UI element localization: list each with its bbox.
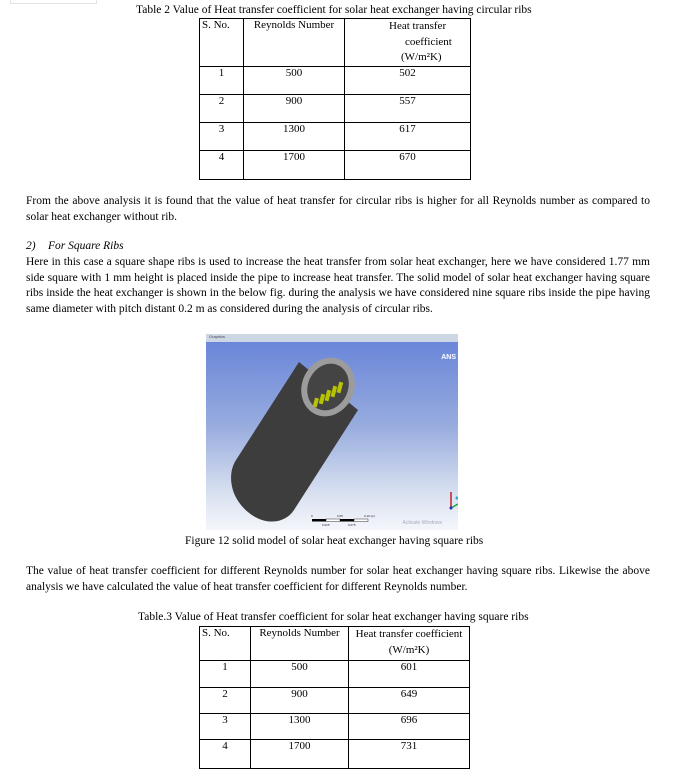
graphics-window-title: Graphics xyxy=(209,334,226,339)
table2 xyxy=(199,18,471,180)
table3-cell-reynolds: 1700 xyxy=(251,740,349,769)
table2-header-reynolds: Reynolds Number xyxy=(244,19,345,67)
paragraph-circular-ribs-conclusion: From the above analysis it is found that the value of heat transfer for circular ribs is higher for all Reynolds number as compared to solar heat exchanger without rib. xyxy=(26,195,650,223)
section-heading xyxy=(26,240,124,252)
graphics-window-titlebar xyxy=(206,334,458,342)
table3-cell-sno: 4 xyxy=(200,740,251,769)
table-row xyxy=(200,151,471,180)
scale-label: 0.075 xyxy=(348,523,356,527)
table2-cell-sno: 3 xyxy=(200,123,244,151)
table2-cell-htc: 502 xyxy=(345,67,471,95)
table3-cell-reynolds: 1300 xyxy=(251,714,349,740)
table2-cell-reynolds: 1700 xyxy=(244,151,345,180)
section-number: 2) xyxy=(26,240,36,252)
table2-header-row xyxy=(200,19,471,67)
table-row xyxy=(200,740,470,769)
table3-header-htc-unit: (W/m²K) xyxy=(388,643,430,656)
table2-cell-reynolds: 1300 xyxy=(244,123,345,151)
table3-cell-sno: 3 xyxy=(200,714,251,740)
section-body: Here in this case a square shape ribs is used to increase the heat transfer from solar heat exchanger, here we have considered 1.77 mm side square with 1 mm height is placed inside the pipe to increase heat transfer. The solid model of solar heat exchanger having square ribs inside the heat exchanger is shown in the below fig. during the analysis we have considered nine square ribs inside the pipe having same diameter with pitch distant 0.2 m as considered during the analysis of circular ribs. xyxy=(26,256,650,315)
table3-header-reynolds: Reynolds Number xyxy=(251,627,349,661)
table3-header-sno: S. No. xyxy=(200,627,251,661)
table2-header-htc xyxy=(345,19,471,67)
page-edge-fragment xyxy=(10,0,97,4)
table2-header-htc-unit: (W/m²K) xyxy=(401,51,442,63)
table2-cell-htc: 617 xyxy=(345,123,471,151)
table2-header-htc-line1: Heat transfer xyxy=(389,20,447,32)
table2-caption: Table 2 Value of Heat transfer coefficient for solar heat exchanger having circular ribs xyxy=(136,4,532,16)
table-row xyxy=(200,123,471,151)
figure-12-caption: Figure 12 solid model of solar heat exchanger having square ribs xyxy=(185,535,484,547)
table-row xyxy=(200,661,470,688)
table2-cell-reynolds: 900 xyxy=(244,95,345,123)
ansys-logo: ANS xyxy=(441,354,456,361)
table3-caption: Table.3 Value of Heat transfer coefficient for solar heat exchanger having square ribs xyxy=(138,611,529,623)
figure-12-image xyxy=(206,334,458,530)
table3-header-htc xyxy=(349,627,470,661)
table3-cell-reynolds: 500 xyxy=(251,661,349,688)
table-row xyxy=(200,714,470,740)
paragraph-square-ribs-intro: The value of heat transfer coefficient for different Reynolds number for solar heat exchanger having square ribs. Likewise the above analysis we have calculated the value of heat transfer coefficient for different Reynolds number. xyxy=(26,565,650,593)
table3-cell-htc: 731 xyxy=(349,740,470,769)
table3-cell-htc: 696 xyxy=(349,714,470,740)
table3 xyxy=(199,626,470,769)
graphics-viewport xyxy=(206,342,458,530)
scale-label: 0.025 xyxy=(322,523,330,527)
table3-cell-htc: 649 xyxy=(349,688,470,714)
table-row xyxy=(200,688,470,714)
table2-cell-htc: 557 xyxy=(345,95,471,123)
axis-triad-icon xyxy=(450,492,459,510)
scale-label: 0.05 xyxy=(337,514,343,518)
table2-cell-htc: 670 xyxy=(345,151,471,180)
activate-windows-watermark: Activate Windows xyxy=(402,520,442,526)
table3-cell-reynolds: 900 xyxy=(251,688,349,714)
table3-header-row xyxy=(200,627,470,661)
scale-bar xyxy=(312,519,368,522)
section-title: For Square Ribs xyxy=(48,240,124,252)
pipe-model-svg xyxy=(206,342,458,530)
table-row xyxy=(200,67,471,95)
table3-cell-sno: 2 xyxy=(200,688,251,714)
table-row xyxy=(200,95,471,123)
table3-cell-sno: 1 xyxy=(200,661,251,688)
table2-cell-sno: 1 xyxy=(200,67,244,95)
table2-cell-sno: 2 xyxy=(200,95,244,123)
table3-cell-htc: 601 xyxy=(349,661,470,688)
scale-label: 0 xyxy=(311,514,313,518)
table2-cell-reynolds: 500 xyxy=(244,67,345,95)
table2-header-htc-line2: coefficient xyxy=(405,35,452,48)
scale-label: 0.10 (m) xyxy=(364,514,376,518)
table2-cell-sno: 4 xyxy=(200,151,244,180)
table3-header-htc-label: Heat transfer coefficient xyxy=(355,628,463,640)
table2-header-sno: S. No. xyxy=(200,19,244,67)
